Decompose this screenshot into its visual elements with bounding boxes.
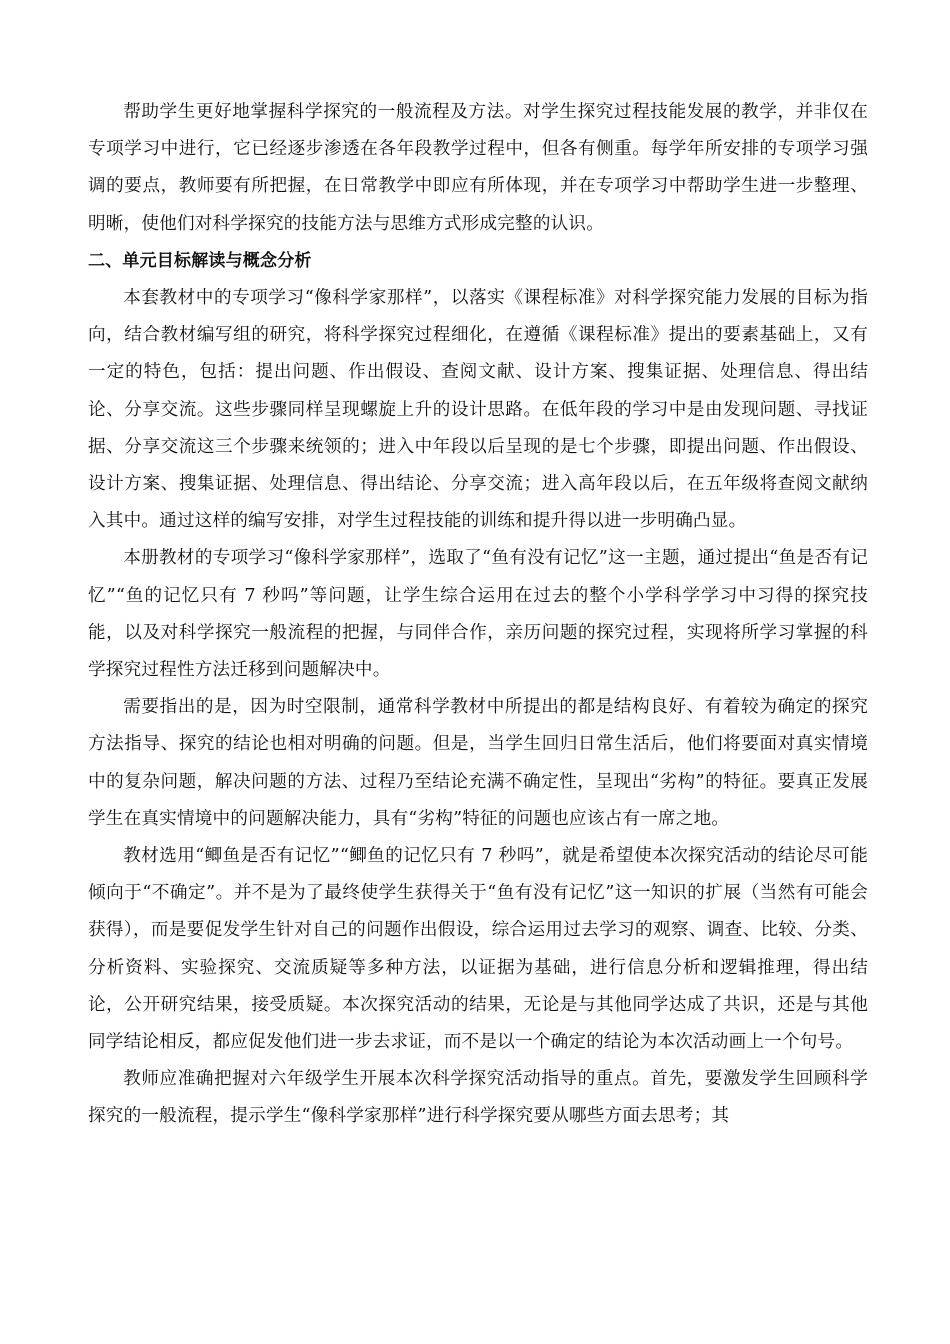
paragraph-intro: 帮助学生更好地掌握科学探究的一般流程及方法。对学生探究过程技能发展的教学，并非仅在专项学习中进行，它已经逐步渗透在各年段教学过程中，但各有侧重。每学年所安排的专项学习强调的要点，教师要有所把握，在日常教学中即应有所体现，并在专项学习中帮助学生进一步整理、明晰，使他们对科学探究的技能方法与思维方式形成完整的认识。 <box>88 102 868 234</box>
paragraph-4: 教材选用“鲫鱼是否有记忆”“鲫鱼的记忆只有 7 秒吗”，就是希望使本次探究活动的结论尽可能倾向于“不确定”。并不是为了最终使学生获得关于“鱼有没有记忆”这一知识的扩展（当然有可能会获得），而是要促发学生针对自己的问题作出假设，综合运用过去学习的观察、调查、比较、分类、分析资料、实验探究、交流质疑等多种方法，以证据为基础，进行信息分析和逻辑推理，得出结论，公开研究结果，接受质疑。本次探究活动的结果，无论是与其他同学达成了共识，还是与其他同学结论相反，都应促发他们进一步去求证，而不是以一个确定的结论为本次活动画上一个句号。 <box>88 846 868 1053</box>
paragraph-3: 需要指出的是，因为时空限制，通常科学教材中所提出的都是结构良好、有着较为确定的探究方法指导、探究的结论也相对明确的问题。但是，当学生回归日常生活后，他们将要面对真实情境中的复杂问题，解决问题的方法、过程乃至结论充满不确定性，呈现出“劣构”的特征。要真正发展学生在真实情境中的问题解决能力，具有“劣构”特征的问题也应该占有一席之地。 <box>88 697 868 829</box>
section-heading: 二、单元目标解读与概念分析 <box>88 250 312 271</box>
document-page <box>88 94 868 1136</box>
paragraph-5: 教师应准确把握对六年级学生开展本次科学探究活动指导的重点。首先，要激发学生回顾科学探究的一般流程，提示学生“像科学家那样”进行科学探究要从哪些方面去思考；其 <box>88 1069 868 1127</box>
paragraph-2: 本册教材的专项学习“像科学家那样”，选取了“鱼有没有记忆”这一主题，通过提出“鱼是否有记忆”“鱼的记忆只有 7 秒吗”等问题，让学生综合运用在过去的整个小学科学学习中习得的探究技能，以及对科学探究一般流程的把握，与同伴合作，亲历问题的探究过程，实现将所学习掌握的科学探究过程性方法迁移到问题解决中。 <box>88 548 868 681</box>
paragraph-1: 本套教材中的专项学习“像科学家那样”，以落实《课程标准》对科学探究能力发展的目标为指向，结合教材编写组的研究，将科学探究过程细化，在遵循《课程标准》提出的要素基础上，又有一定的特色，包括：提出问题、作出假设、查阅文献、设计方案、搜集证据、处理信息、得出结论、分享交流。这些步骤同样呈现螺旋上升的设计思路。在低年段的学习中是由发现问题、寻找证据、分享交流这三个步骤来统领的；进入中年段以后呈现的是七个步骤，即提出问题、作出假设、设计方案、搜集证据、处理信息、得出结论、分享交流；进入高年段以后，在五年级将查阅文献纳入其中。通过这样的编写安排，对学生过程技能的训练和提升得以进一步明确凸显。 <box>88 288 868 532</box>
